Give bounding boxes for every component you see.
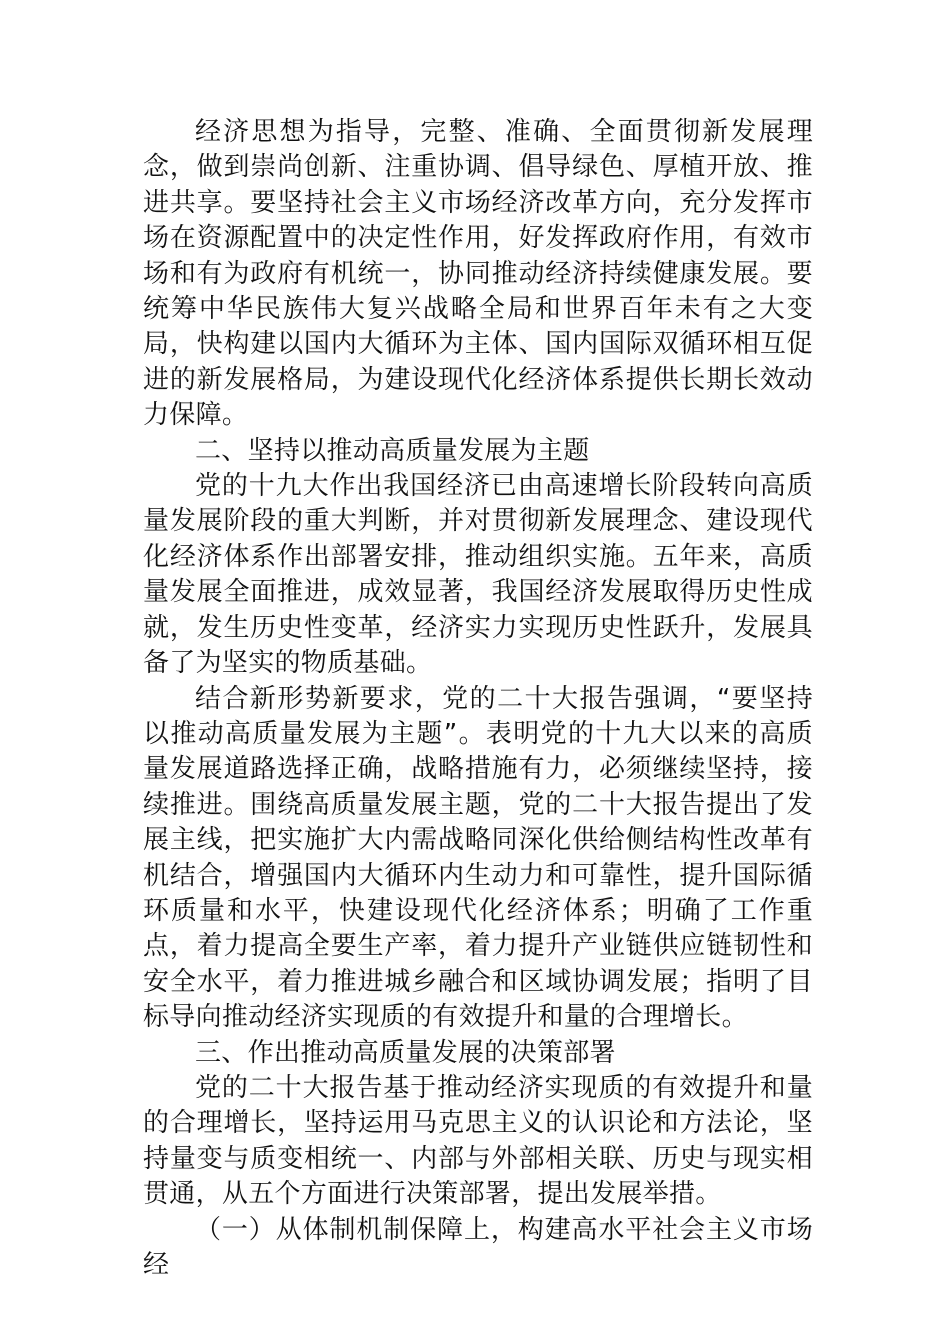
paragraph-19th-congress: 党的十九大作出我国经济已由高速增长阶段转向高质量发展阶段的重大判断，并对贯彻新发展理念、建设现代化经济体系作出部署安排，推动组织实施。五年来，高质量发展全面推进，成效显著，我国经济发展取得历史性成就，发生历史性变革，经济实力实现历史性跃升，发展具备了为坚实的物质基础。 bbox=[143, 471, 813, 679]
subsection-heading-1: （一）从体制机制保障上，构建高水平社会主义市场经 bbox=[143, 1214, 813, 1280]
paragraph-20th-congress-theme: 结合新形势新要求，党的二十大报告强调，“要坚持以推动高质量发展为主题”。表明党的十九大以来的高质量发展道路选择正确，战略措施有力，必须继续坚持，接续推进。围绕高质量发展主题，党的二十大报告提出了发展主线，把实施扩大内需战略同深化供给侧结构性改革有机结合，增强国内大循环内生动力和可靠性，提升国际循环质量和水平，快建设现代化经济体系；明确了工作重点，着力提高全要生产率，着力提升产业链供应链韧性和安全水平，着力推进城乡融合和区域协调发展；指明了目标导向推动经济实现质的有效提升和量的合理增长。 bbox=[143, 683, 813, 1033]
paragraph-decision-deployment: 党的二十大报告基于推动经济实现质的有效提升和量的合理增长，坚持运用马克思主义的认识论和方法论，坚持量变与质变相统一、内部与外部相关联、历史与现实相贯通，从五个方面进行决策部署，提出发展举措。 bbox=[143, 1072, 813, 1210]
section-heading-2: 二、坚持以推动高质量发展为主题 bbox=[195, 435, 590, 466]
paragraph-guiding-thought: 经济思想为指导，完整、准确、全面贯彻新发展理念，做到崇尚创新、注重协调、倡导绿色、厚植开放、推进共享。要坚持社会主义市场经济改革方向，充分发挥市场在资源配置中的决定性作用，好发挥政府作用，有效市场和有为政府有机统一，协同推动经济持续健康发展。要统筹中华民族伟大复兴战略全局和世界百年未有之大变局，快构建以国内大循环为主体、国内国际双循环相互促进的新发展格局，为建设现代化经济体系提供长期长效动力保障。 bbox=[143, 117, 813, 431]
document-body bbox=[143, 115, 813, 1283]
section-heading-3: 三、作出推动高质量发展的决策部署 bbox=[195, 1037, 616, 1068]
